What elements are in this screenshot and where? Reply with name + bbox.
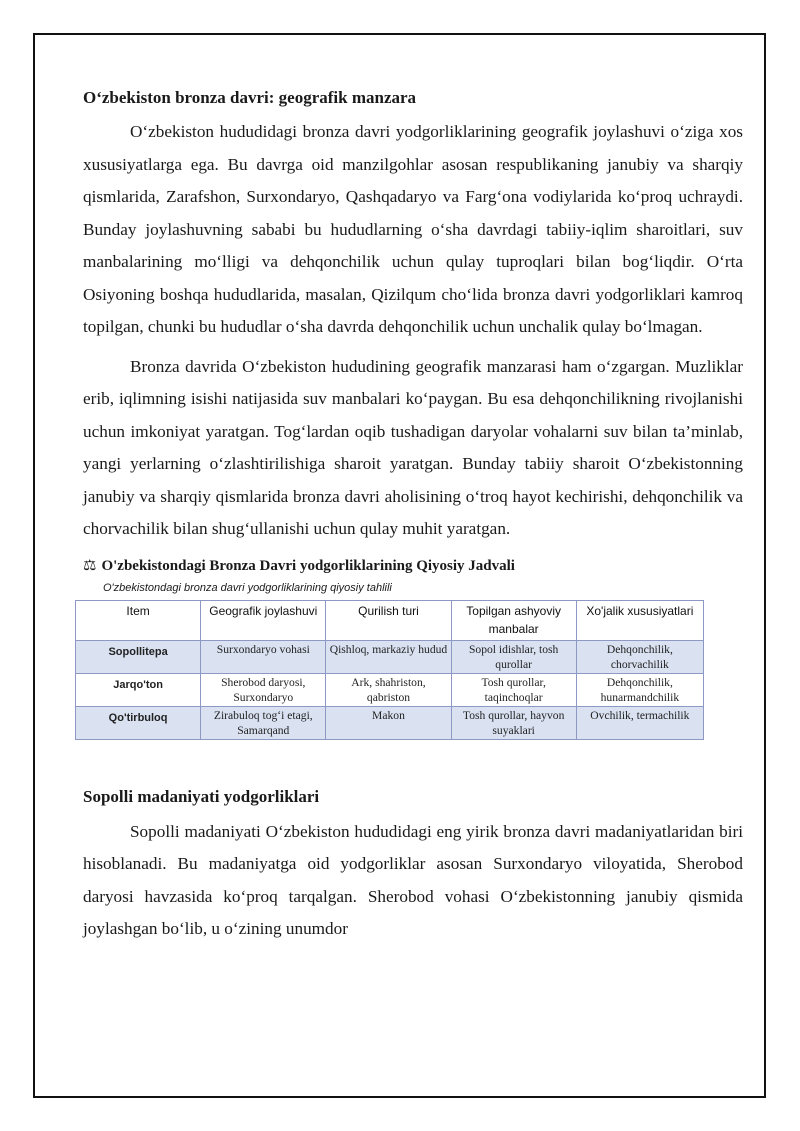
table-cell: Makon [326,706,451,739]
scale-icon: ⚖ [83,557,97,574]
table-cell: Sopollitepa [76,640,201,673]
table-cell: Sopol idishlar, tosh qurollar [451,640,576,673]
column-header: Geografik joylashuvi [201,600,326,640]
table-cell: Dehqonchilik, chorvachilik [576,640,703,673]
table-title-text: O'zbekistondagi Bronza Davri yodgorliklarining Qiyosiy Jadvali [101,557,515,574]
table-cell: Sherobod daryosi, Surxondaryo [201,673,326,706]
paragraph-landscape-change: Bronza davrida O‘zbekiston hududining geografik manzarasi ham o‘zgargan. Muzliklar erib, iqlimning isishi natijasida suv manbalari ko‘paygan. Bu esa dehqonchilikning rivojlanishi uchun imkoniyat yaratgan. Tog‘lardan oqib tushadigan daryolar vohalarni suv bilan ta’minlab, yangi yerlarning o‘zlashtirilishiga sharoit yaratgan. Bunday tabiiy sharoit O‘zbekistonning janubiy va sharqiy qismlarida bronza davri aholisining o‘troq hayot kechirishi, dehqonchilik va chorvachilik bilan shug‘ullanishi uchun qulay muhit yaratgan. [83,356,743,538]
table-cell: Qo'tirbuloq [76,706,201,739]
section-heading-bronze-age-geography: O‘zbekiston bronza davri: geografik manzara [83,88,417,107]
table-subtitle: O'zbekistondagi bronza davri yodgorliklarining qiyosiy tahlili [103,581,392,594]
column-header: Xo'jalik xususiyatlari [576,600,703,640]
table-row [76,706,704,739]
table-cell: Zirabuloq tog‘i etagi, Samarqand [201,706,326,739]
section-heading-sopolli-culture: Sopolli madaniyati yodgorliklari [83,786,320,806]
column-header: Item [76,600,201,640]
table-cell: Dehqonchilik, hunarmandchilik [576,673,703,706]
paragraph-geographic-location: O‘zbekiston hududidagi bronza davri yodgorliklarining geografik joylashuvi o‘ziga xos xususiyatlarga ega. Bu davrga oid manzilgohlar asosan respublikaning janubiy va sharqiy qismlarida, Zarafshon, Surxondaryo, Qashqadaryo va Farg‘ona vodiylarida ko‘proq uchraydi. Bunday joylashuvning sababi bu hududlarning o‘sha davrdagi tabiiy-iqlim sharoitlari, suv manbalarining mo‘lligi va dehqonchilik uchun qulay tuproqlari bilan bog‘liqdir. O‘rta Osiyoning boshqa hududlarida, masalan, Qizilqum cho‘lida bronza davri yodgorliklari kamroq topilgan, chunki bu hududlar o‘sha davrda dehqonchilik uchun unchalik qulay bo‘lmagan. [83,122,743,336]
table-cell: Qishloq, markaziy hudud [326,640,451,673]
paragraph-sopolli-culture: Sopolli madaniyati O‘zbekiston hududidagi eng yirik bronza davri madaniyatlaridan biri hisoblanadi. Bu madaniyatga oid yodgorliklar asosan Surxondaryo viloyatida, Sherobod daryosi havzasida ko‘proq tarqalgan. Sherobod vohasi O‘zbekistonning janubiy qismida joylashgan bo‘lib, u o‘zining unumdor [83,821,743,938]
document-content [83,83,743,946]
column-header: Topilgan ashyoviy manbalar [451,600,576,640]
table-cell: Surxondaryo vohasi [201,640,326,673]
table-cell: Jarqo'ton [76,673,201,706]
table-cell: Tosh qurollar, taqinchoqlar [451,673,576,706]
comparison-table [75,600,704,740]
table-cell: Tosh qurollar, hayvon suyaklari [451,706,576,739]
table-header-row [76,600,704,640]
table-cell: Ark, shahriston, qabriston [326,673,451,706]
table-title [83,555,743,577]
table-row [76,673,704,706]
table-cell: Ovchilik, termachilik [576,706,703,739]
table-row [76,640,704,673]
column-header: Qurilish turi [326,600,451,640]
